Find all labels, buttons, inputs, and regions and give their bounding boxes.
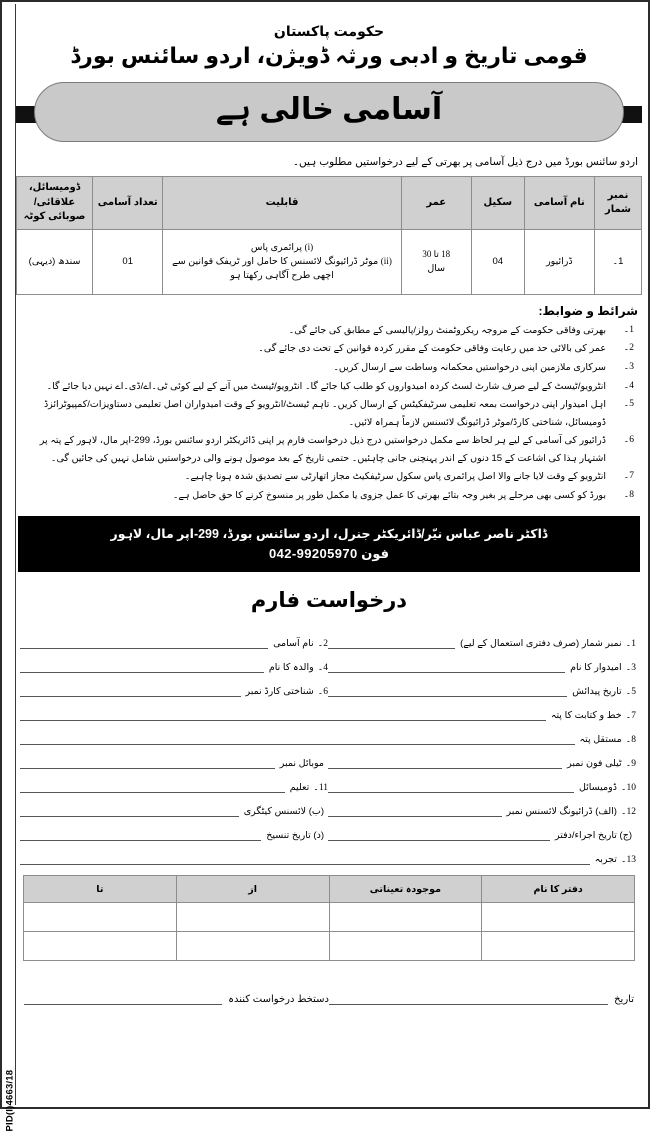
list-item	[18, 378, 636, 396]
form-field-licence-category[interactable]	[20, 805, 328, 817]
application-form-title: درخواست فارم	[250, 589, 408, 613]
field-index: 2۔	[317, 639, 328, 650]
exp-col-header-office-name: دفتر کا نام	[482, 876, 635, 903]
field-index: 12۔	[620, 807, 636, 818]
list-item	[18, 359, 636, 377]
form-row	[20, 745, 636, 769]
condition-text: اہل امیدوار اپنی درخواست بمعہ تعلیمی سرٹیفکیٹس کے ارسال کریں۔ تاہم ٹیسٹ/انٹرویو کے وقت امیدواران اصل تعلیمی دستاویزات/کمپیوٹرائزڈ ڈومیسائل، شناختی کارڈ/موٹر ڈرائیونگ لائسنس لازماً ہمراہ لائیں۔	[43, 399, 606, 428]
field-label: نام آسامی	[273, 637, 314, 649]
condition-text: سرکاری ملازمین اپنی درخواستیں محکمانہ وساطت سے ارسال کریں۔	[333, 362, 606, 373]
condition-number: 7۔	[623, 471, 634, 482]
qualification-text-2: موٹر ڈرائیونگ لائسنس کا حامل اور ٹریفک قوانین سے اچھی طرح آگاہی رکھتا ہو	[172, 255, 379, 281]
qualification-line-1	[166, 241, 397, 255]
form-field-parent-name[interactable]	[20, 661, 328, 673]
banner-pill	[34, 82, 624, 142]
form-field-experience[interactable]	[20, 853, 636, 865]
conditions-list	[18, 322, 636, 505]
field-input-line[interactable]	[20, 757, 275, 769]
field-label: تعلیم	[289, 781, 310, 793]
cell-qualification	[163, 229, 401, 294]
field-label: والدہ کا نام	[268, 661, 314, 673]
list-item	[18, 396, 636, 431]
list-item	[18, 322, 636, 340]
field-index: 13۔	[620, 855, 636, 866]
condition-text: بورڈ کو کسی بھی مرحلے پر بغیر وجہ بتائے بھرتی کا عمل جزوی یا مکمل طور پر منسوخ کرنے کا حق حاصل ہے۔	[172, 489, 606, 501]
field-index: 6۔	[317, 687, 328, 698]
form-row	[20, 649, 636, 673]
experience-table-header-row	[24, 876, 635, 903]
field-input-line[interactable]	[328, 781, 574, 793]
form-field-education[interactable]	[20, 781, 328, 793]
form-row	[20, 841, 636, 865]
form-field-candidate-name[interactable]	[328, 661, 636, 673]
table-row	[17, 229, 642, 294]
form-row	[20, 625, 636, 649]
field-index: 4۔	[317, 663, 328, 674]
pid-strip	[2, 4, 16, 1132]
col-header-age: عمر	[401, 177, 471, 230]
table-row[interactable]	[24, 903, 635, 932]
exp-col-header-to: تا	[24, 876, 177, 903]
form-field-domicile[interactable]	[328, 781, 636, 793]
form-row	[20, 697, 636, 721]
form-field-expiry-date[interactable]	[20, 829, 328, 841]
list-item	[18, 468, 636, 486]
qualification-text-1: پرائمری پاس	[250, 242, 302, 254]
exp-cell-from[interactable]	[176, 932, 329, 961]
signature-label: دستخط درخواست کنندہ	[228, 994, 329, 1006]
exp-cell-current-posting[interactable]	[329, 903, 482, 932]
cell-age-unit: سال	[427, 262, 446, 274]
condition-number: 6۔	[623, 435, 634, 446]
condition-number: 8۔	[623, 489, 634, 500]
form-field-serial[interactable]	[328, 637, 636, 649]
field-label: ٹیلی فون نمبر	[567, 757, 622, 769]
col-header-post-name: نام آسامی	[524, 177, 594, 230]
field-index: 7۔	[625, 711, 636, 722]
form-field-mobile[interactable]	[20, 757, 328, 769]
phone-number: 042-99205970	[268, 546, 358, 562]
condition-text: عمر کی بالائی حد میں رعایت وفاقی حکومت کے مقرر کردہ قوانین کے تحت دی جائے گی۔	[258, 343, 606, 355]
condition-text: انٹرویو/ٹیسٹ کے لیے صرف شارٹ لسٹ کردہ امیدواروں کو طلب کیا جائے گا۔ انٹرویو/ٹیسٹ میں آنے کے لیے کوئی ٹی۔اے/ڈی۔اے نہیں دیا جائے گا۔	[46, 380, 606, 392]
field-label: تاریخ پیدائش	[572, 685, 622, 697]
signature-input-line[interactable]	[24, 994, 222, 1005]
col-header-serial: نمبر شمار	[594, 177, 641, 230]
form-row	[20, 721, 636, 745]
exp-cell-current-posting[interactable]	[329, 932, 482, 961]
field-input-line[interactable]	[20, 805, 239, 817]
form-field-correspondence-address[interactable]	[20, 709, 636, 721]
field-input-line[interactable]	[20, 637, 268, 649]
vacancy-table-header-row	[17, 177, 642, 230]
condition-number: 5۔	[623, 399, 634, 410]
field-input-line[interactable]	[328, 637, 455, 649]
col-header-scale: سکیل	[471, 177, 524, 230]
form-field-issue-date-office[interactable]	[328, 829, 636, 841]
field-input-line[interactable]	[20, 853, 590, 865]
field-label: نمبر شمار (صرف دفتری استعمال کے لیے)	[460, 637, 622, 649]
exp-cell-office-name[interactable]	[482, 932, 635, 961]
field-index: 10۔	[620, 783, 636, 794]
form-field-licence-number[interactable]	[328, 805, 636, 817]
condition-number: 4۔	[623, 380, 634, 391]
contact-box	[18, 516, 640, 573]
exp-cell-office-name[interactable]	[482, 903, 635, 932]
department-title: قومی تاریخ و ادبی ورثہ ڈویژن، اردو سائنس بورڈ	[70, 43, 588, 69]
form-field-permanent-address[interactable]	[20, 733, 636, 745]
field-index: 5۔	[625, 687, 636, 698]
field-input-line[interactable]	[20, 733, 575, 745]
list-item	[18, 340, 636, 358]
experience-table	[23, 875, 635, 961]
condition-number: 1۔	[623, 324, 634, 335]
vacancy-banner	[16, 82, 642, 144]
field-label: ڈومیسائل	[578, 781, 617, 793]
qualification-line-2	[166, 255, 397, 283]
applicant-signature-field[interactable]	[24, 994, 329, 1005]
exp-cell-from[interactable]	[176, 903, 329, 932]
field-index: 11۔	[313, 783, 328, 794]
condition-number: 3۔	[623, 362, 634, 372]
field-label: (الف) ڈرائیونگ لائسنس نمبر	[506, 805, 617, 817]
date-input-line[interactable]	[329, 994, 608, 1005]
form-field-post-name[interactable]	[20, 637, 328, 649]
field-input-line[interactable]	[328, 805, 502, 817]
exp-col-header-from: از	[176, 876, 329, 903]
intro-text: اردو سائنس بورڈ میں درج ذیل آسامی پر بھرتی کے لیے درخواستیں مطلوب ہیں۔	[292, 155, 638, 168]
col-header-domicile: ڈومیسائل، علاقائی/صوبائی کوٹہ	[17, 177, 93, 230]
condition-text: ڈرائیور کی آسامی کے لیے ہر لحاظ سے مکمل درخواستیں درج ذیل درخواست فارم پر اپنی ڈائریکٹر اردو سائنس بورڈ، 299-اپر مال، لاہور کے پتہ پر اشتہار ہذا کی اشاعت کے 15 دنوں کے اندر پہنچنی جانی چاہئیں۔ حتمی تاریخ کے بعد موصول ہونے والی درخواستیں شامل نہیں کی جائیں گی۔	[39, 435, 606, 464]
field-index: 1۔	[625, 639, 636, 650]
condition-text: بھرتی وفاقی حکومت کے مروجہ ریکروٹمنٹ رولز/پالیسی کے مطابق کی جائے گی۔	[288, 324, 606, 336]
date-label: تاریخ	[614, 994, 634, 1006]
form-field-telephone[interactable]	[328, 757, 636, 769]
col-header-count: تعداد آسامی	[93, 177, 163, 230]
vacancy-table	[16, 176, 642, 295]
list-item	[18, 432, 636, 467]
exp-cell-to[interactable]	[24, 932, 177, 961]
field-input-line[interactable]	[20, 781, 285, 793]
cell-domicile: سندھ (دیہی)	[17, 229, 93, 294]
signature-row	[24, 983, 634, 1005]
contact-phone-row	[24, 546, 634, 562]
contact-address: ڈاکٹر ناصر عباس نیّر/ڈائریکٹر جنرل، اردو سائنس بورڈ، 299-اپر مال، لاہور	[110, 526, 548, 541]
field-input-line[interactable]	[20, 709, 546, 721]
field-index: 9۔	[625, 759, 636, 770]
cell-scale: 04	[471, 229, 524, 294]
field-input-line[interactable]	[328, 661, 565, 673]
field-label: موبائل نمبر	[279, 757, 324, 769]
field-label: (ج) تاریخ اجراء/دفتر	[554, 829, 632, 841]
field-label: مستقل پتہ	[579, 733, 622, 745]
date-field[interactable]	[329, 994, 634, 1005]
field-input-line[interactable]	[328, 829, 550, 841]
field-label: (ب) لائسنس کیٹگری	[243, 805, 324, 817]
cell-age-range: 18 تا 30	[422, 249, 451, 260]
form-field-cnic[interactable]	[20, 685, 328, 697]
field-label: (د) تاریخ تنسیخ	[266, 829, 324, 841]
cell-post-name: ڈرائیور	[524, 229, 594, 294]
phone-label: فون	[361, 546, 390, 562]
form-row	[20, 673, 636, 697]
field-label: تجربہ	[594, 853, 617, 865]
field-label: خط و کتابت کا پتہ	[550, 709, 622, 721]
cell-age	[401, 229, 471, 294]
field-index: 8۔	[625, 735, 636, 746]
table-row[interactable]	[24, 932, 635, 961]
col-header-qualification: قابلیت	[163, 177, 401, 230]
exp-col-header-current-posting: موجودہ تعیناتی	[329, 876, 482, 903]
field-input-line[interactable]	[328, 685, 567, 697]
field-index: 3۔	[625, 663, 636, 674]
document-header	[16, 24, 642, 69]
field-label: شناختی کارڈ نمبر	[245, 685, 314, 697]
conditions-heading: شرائط و ضوابط:	[538, 303, 638, 318]
field-input-line[interactable]	[20, 661, 264, 673]
condition-text: انٹرویو کے وقت لایا جانے والا اصل پرائمری پاس سکول سرٹیفکیٹ مجاز اتھارٹی سے تصدیق شدہ ہونا چاہیے۔	[184, 471, 606, 483]
banner-text: آسامی خالی ہے	[215, 93, 443, 127]
government-title: حکومت پاکستان	[273, 23, 385, 39]
field-input-line[interactable]	[20, 829, 261, 841]
form-row	[20, 769, 636, 793]
field-label: امیدوار کا نام	[570, 661, 622, 673]
cell-serial: 1۔	[594, 229, 641, 294]
field-input-line[interactable]	[328, 757, 562, 769]
qualification-marker-2: (ii)	[380, 255, 392, 266]
cell-count: 01	[93, 229, 163, 294]
form-row	[20, 793, 636, 817]
exp-cell-to[interactable]	[24, 903, 177, 932]
pid-number: PID(I)4663/18	[4, 1069, 16, 1132]
form-field-date-of-birth[interactable]	[328, 685, 636, 697]
field-input-line[interactable]	[20, 685, 241, 697]
condition-number: 2۔	[623, 343, 634, 354]
qualification-marker-1: (i)	[304, 242, 314, 253]
form-row	[20, 817, 636, 841]
list-item	[18, 487, 636, 505]
